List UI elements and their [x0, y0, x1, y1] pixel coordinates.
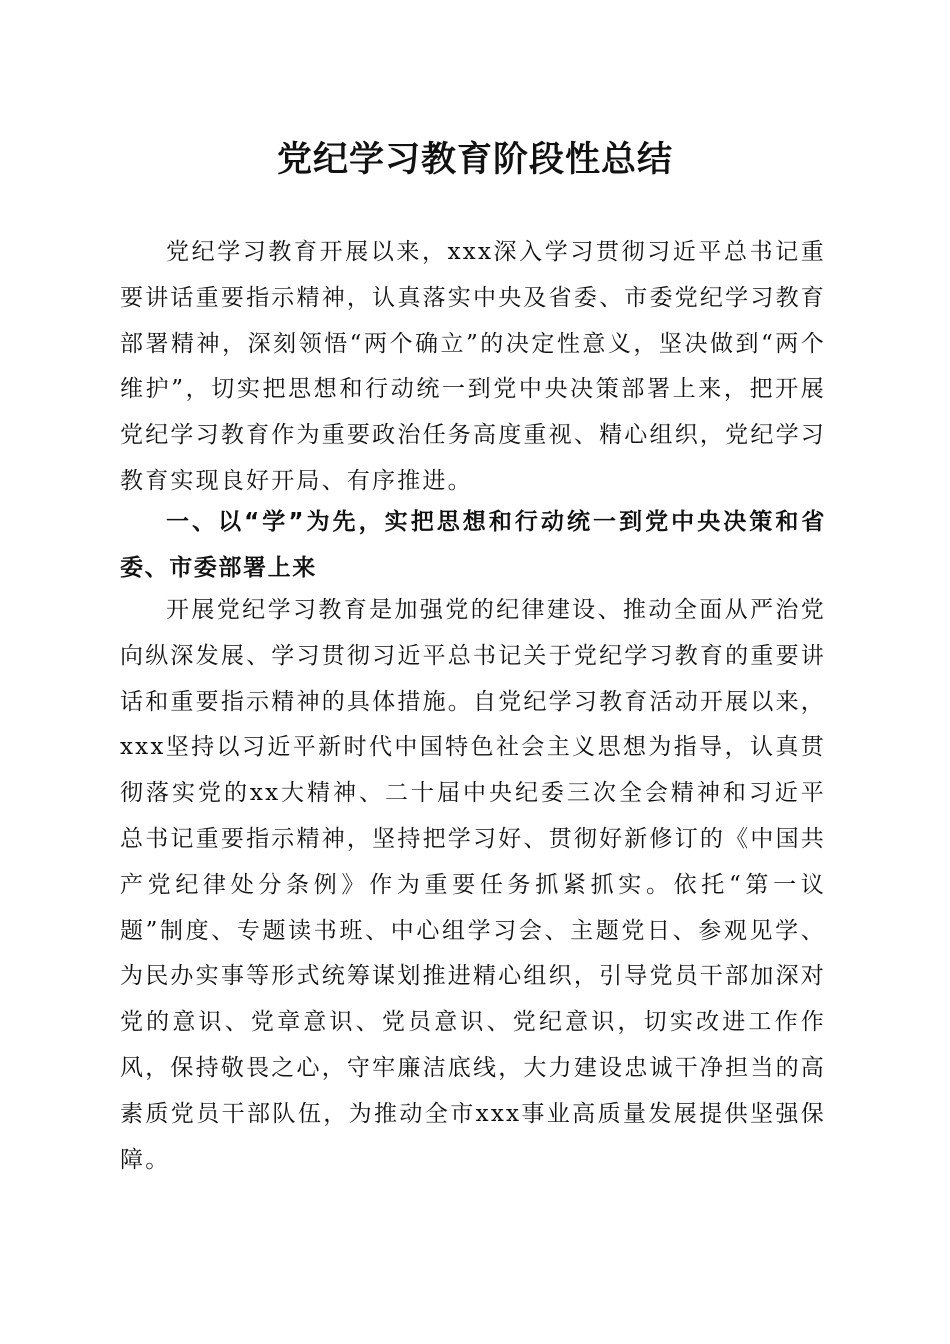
- section-1-paragraph: 开展党纪学习教育是加强党的纪律建设、推动全面从严治党向纵深发展、学习贯彻习近平总书记关于党纪学习教育的重要讲话和重要指示精神的具体措施。自党纪学习教育活动开展以来，xxx坚持以习近平新时代中国特色社会主义思想为指导，认真贯彻落实党的xx大精神、二十届中央纪委三次全会精神和习近平总书记重要指示精神，坚持把学习好、贯彻好新修订的《中国共产党纪律处分条例》作为重要任务抓紧抓实。依托“第一议题”制度、专题读书班、中心组学习会、主题党日、参观见学、为民办实事等形式统筹谋划推进精心组织，引导党员干部加深对党的意识、党章意识、党员意识、党纪意识，切实改进工作作风，保持敬畏之心，守牢廉洁底线，大力建设忠诚干净担当的高素质党员干部队伍，为推动全市xxx事业高质量发展提供坚强保障。: [120, 597, 826, 1173]
- section-heading-1: 一、以“学”为先，实把思想和行动统一到党中央决策和省委、市委部署上来: [120, 509, 826, 581]
- intro-paragraph: 党纪学习教育开展以来，xxx深入学习贯彻习近平总书记重要讲话重要指示精神，认真落实中央及省委、市委党纪学习教育部署精神，深刻领悟“两个确立”的决定性意义，坚决做到“两个维护”，切实把思想和行动统一到党中央决策部署上来，把开展党纪学习教育作为重要政治任务高度重视、精心组织，党纪学习教育实现良好开局、有序推进。: [120, 239, 826, 494]
- document-title: 党纪学习教育阶段性总结: [276, 139, 673, 180]
